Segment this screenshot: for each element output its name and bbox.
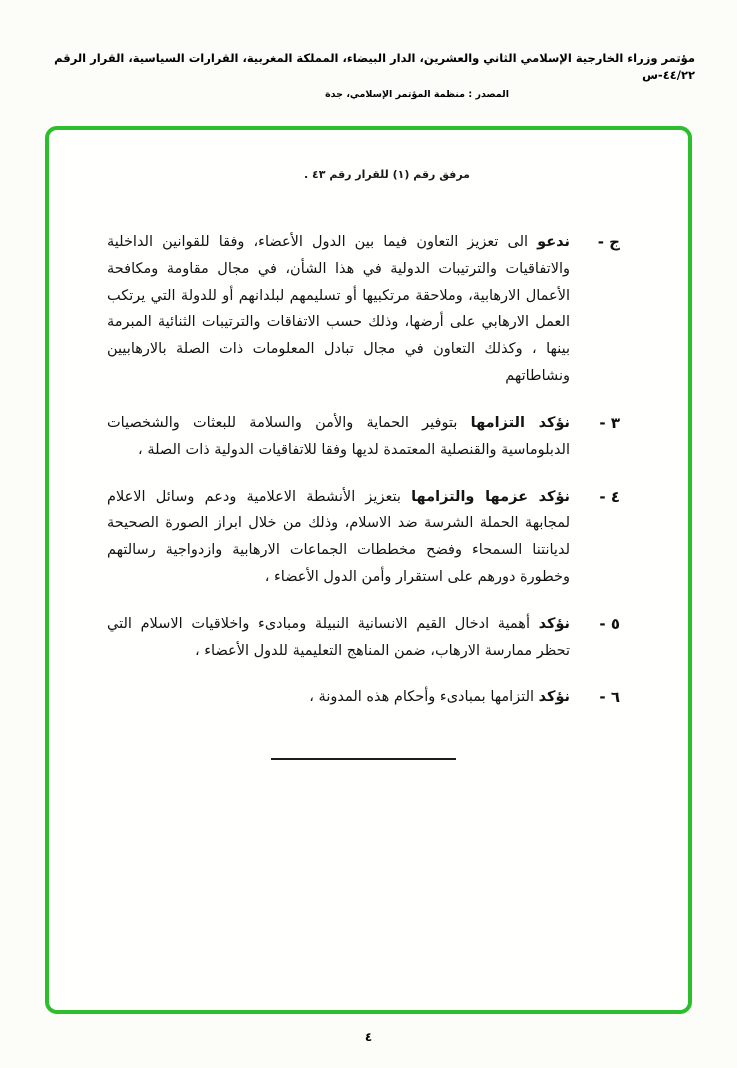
item-lead: نؤكد — [538, 689, 570, 706]
item-body: أهمية ادخال القيم الانسانية النبيلة ومبادىء واخلاقيات الاسلام التي تحظر ممارسة الارهاب، ضمن المناهج التعليمية للدول الأعضاء ، — [107, 615, 570, 659]
item-marker: ٦ - — [599, 688, 620, 707]
item-lead: نؤكد — [538, 615, 570, 632]
scan-content — [49, 130, 688, 760]
item-body: بتعزيز الأنشطة الاعلامية ودعم وسائل الاعلام لمجابهة الحملة الشرسة ضد الاسلام، وذلك من خلال ابراز الصورة الصحيحة لديانتنا السمحاء وفضح مخططات الجماعات الارهابية وازدواجية رسالتهم وخطورة دورهم على استقرار وأمن الدول الأعضاء ، — [107, 488, 570, 585]
item-body: بتوفير الحماية والأمن والسلامة للبعثات والشخصيات الدبلوماسية والقنصلية المعتمدة لديها وفقا للاتفاقيات الدولية ذات الصلة ، — [107, 414, 570, 458]
page-number: ٤ — [364, 1030, 373, 1044]
list-item — [107, 684, 620, 712]
item-body: التزامها بمبادىء وأحكام هذه المدونة ، — [309, 689, 535, 706]
item-lead: ندعو — [537, 234, 570, 250]
item-text — [107, 484, 570, 591]
item-marker: ٤ - — [599, 487, 620, 506]
item-marker: ج - — [597, 233, 620, 251]
item-marker: ٣ - — [599, 413, 620, 432]
item-text — [107, 410, 570, 464]
item-marker: ٥ - — [599, 614, 620, 633]
list-item — [107, 410, 620, 464]
header-title: مؤتمر وزراء الخارجية الإسلامي الثاني والعشرين، الدار البيضاء، المملكة المغربية، القرارات السياسية، القرار الرقم ٤٤/٢٢-س — [54, 51, 695, 83]
item-lead: نؤكد التزامها — [470, 414, 570, 431]
signature-divider-line — [271, 758, 456, 760]
document-header — [40, 50, 695, 100]
scan-highlight-frame — [45, 126, 692, 1014]
list-item — [107, 484, 620, 591]
item-body: الى تعزيز التعاون فيما بين الدول الأعضاء، وفقا للقوانين الداخلية والاتفاقيات والترتيبات الدولية في هذا الشأن، في مجال مقاومة ومكافحة الأعمال الارهابية، وملاحقة مرتكبيها أو تسليمهم لبلدانهم أو للدولة التي يرتكب العمل الارهابي على أرضها، وذلك حسب الاتفاقات والترتيبات الثنائية المبرمة بينها ، وكذلك التعاون في مجال تبادل المعلومات ذات الصلة بالارهابيين ونشاطاتهم — [107, 234, 570, 385]
item-text — [107, 611, 570, 665]
attachment-title: مرفق رقم (١) للقرار رقم ٤٣ . — [304, 168, 470, 181]
item-lead: نؤكد عزمها والتزامها — [411, 488, 571, 505]
item-text — [107, 684, 570, 712]
list-item — [107, 611, 620, 665]
header-source: المصدر : منظمة المؤتمر الإسلامي، جدة — [325, 88, 509, 100]
item-text — [107, 229, 570, 390]
list-item — [107, 229, 620, 390]
